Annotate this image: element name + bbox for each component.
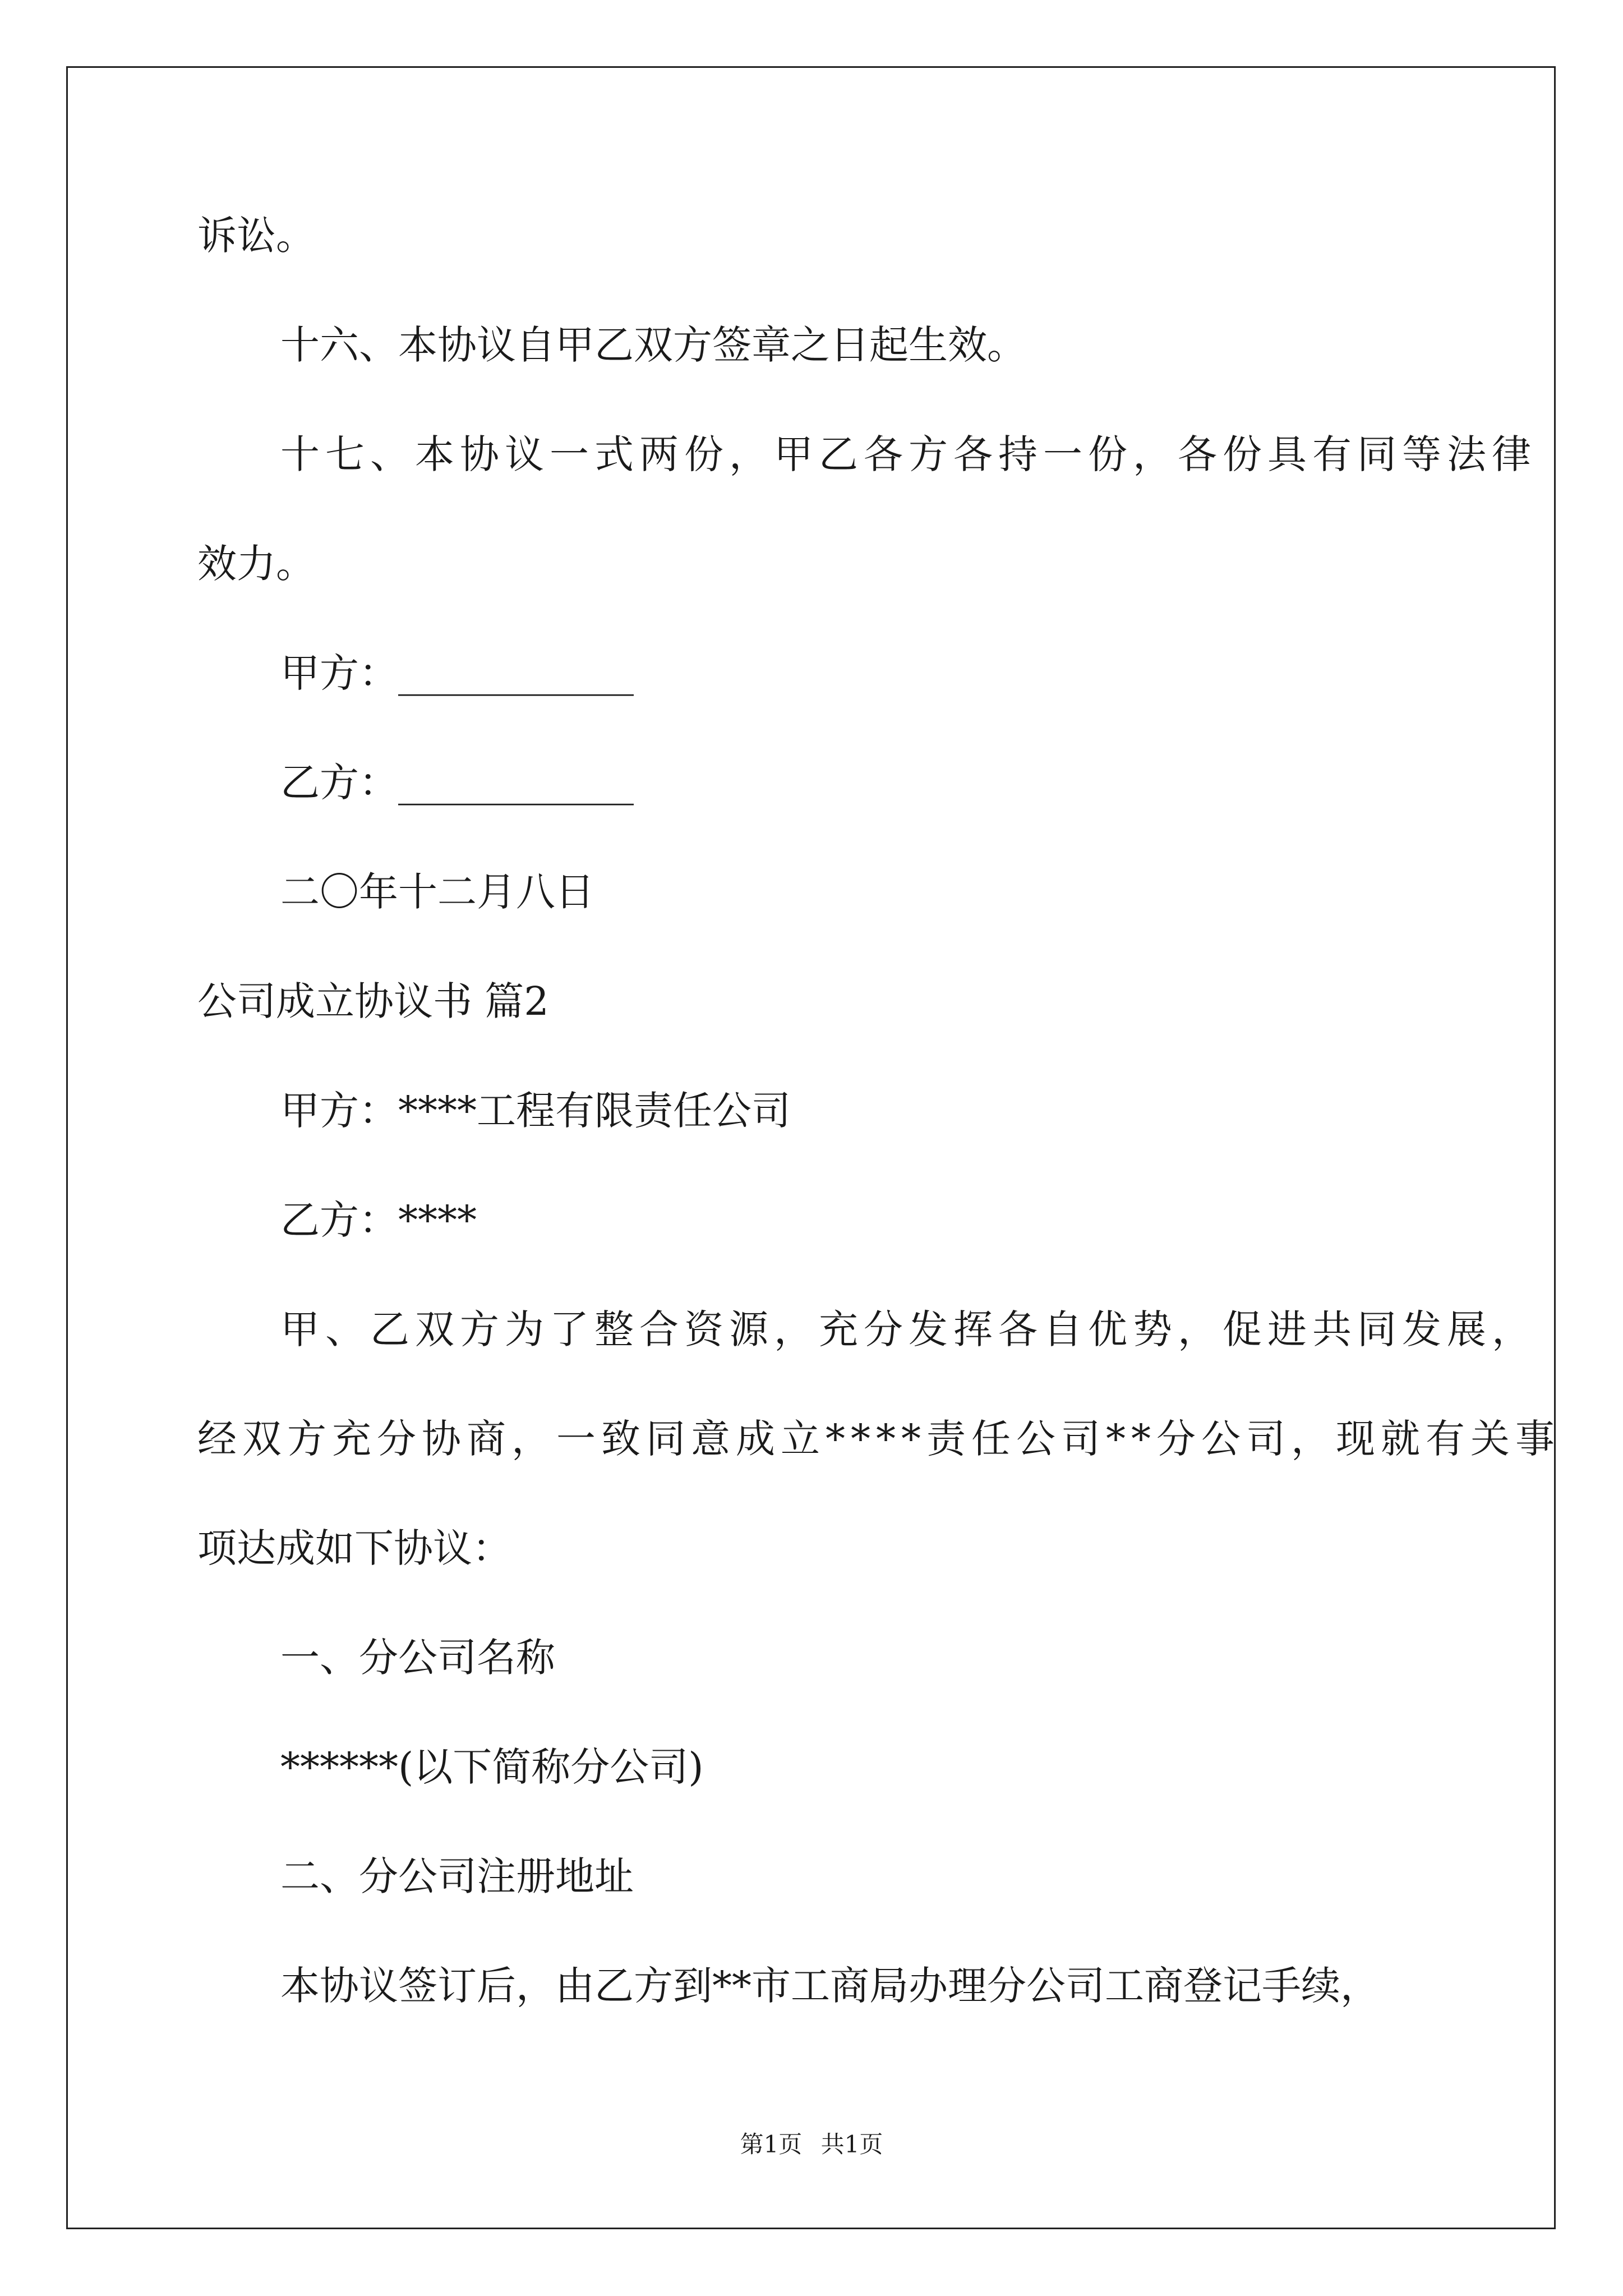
party-a: 甲方：****工程有限责任公司: [280, 1088, 791, 1134]
party-b-signature-line: 乙方：____________: [280, 760, 634, 806]
article-heading: 一、分公司名称: [280, 1635, 555, 1681]
party-a-signature-line: 甲方：____________: [280, 650, 634, 696]
clause-16: 十六、本协议自甲乙双方签章之日起生效。: [280, 322, 1026, 368]
intro-paragraph-line: 项达成如下协议：: [197, 1525, 511, 1571]
section-heading: 公司成立协议书 篇2: [197, 978, 549, 1024]
page-total: 共1页: [820, 2131, 883, 2158]
paragraph-line: 效力。: [197, 541, 315, 587]
paragraph-line: 本协议签订后，由乙方到**市工商局办理分公司工商登记手续，: [280, 1963, 1380, 2009]
page-footer: [0, 2126, 1623, 2160]
paragraph-line: 诉讼。: [197, 213, 315, 259]
clause-17: 十七、本协议一式两份，甲乙各方各持一份，各份具有同等法律: [280, 431, 1537, 477]
party-b: 乙方：****: [280, 1197, 477, 1243]
intro-paragraph-line: 经双方充分协商，一致同意成立****责任公司**分公司，现就有关事: [197, 1416, 1560, 1462]
article-heading: 二、分公司注册地址: [280, 1853, 634, 1899]
page-number: 第1页: [740, 2131, 803, 2158]
branch-name: ******(以下简称分公司): [280, 1744, 704, 1790]
intro-paragraph-line: 甲、乙双方为了整合资源，充分发挥各自优势，促进共同发展，: [280, 1306, 1537, 1352]
signing-date: 二〇年十二月八日: [280, 869, 594, 915]
